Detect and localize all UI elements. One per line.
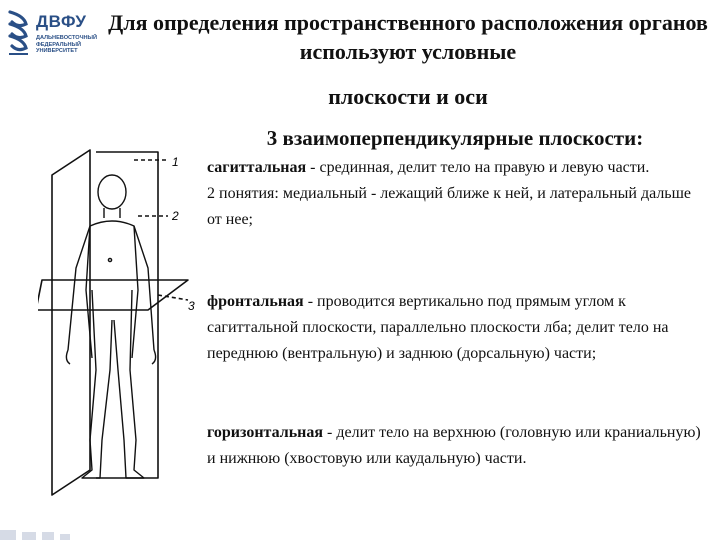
- footer-decoration-icon: [0, 510, 120, 540]
- sagittal-term: сагиттальная: [207, 159, 307, 176]
- logo-brand-text: ДВФУ: [36, 12, 87, 31]
- sagittal-note: 2 понятия: медиальный - лежащий ближе к ней, и латеральный дальше от нее;: [207, 185, 692, 228]
- sagittal-text: - срединная, делит тело на правую и левую части.: [306, 159, 650, 176]
- horizontal-paragraph: [207, 420, 707, 472]
- logo-subtitle-line: ФЕДЕРАЛЬНЫЙ: [36, 41, 82, 48]
- horizontal-term: горизонтальная: [207, 424, 324, 441]
- plane-label-2: 2: [172, 209, 179, 223]
- logo-subtitle: [36, 35, 108, 55]
- plane-label-3: 3: [188, 299, 195, 313]
- logo-mark-icon: [6, 6, 32, 58]
- plane-label-1: 1: [172, 155, 179, 169]
- university-logo: [4, 4, 104, 64]
- horizontal-plane: [38, 280, 188, 310]
- section-heading: 3 взаимоперпендикулярные плоскости:: [266, 126, 644, 150]
- frontal-paragraph: [207, 289, 707, 367]
- sagittal-paragraph: [207, 155, 707, 233]
- logo-subtitle-line: УНИВЕРСИТЕТ: [36, 48, 78, 55]
- frontal-term: фронтальная: [207, 293, 304, 310]
- frontal-plane: [96, 152, 158, 478]
- logo-subtitle-line: ДАЛЬНЕВОСТОЧНЫЙ: [36, 35, 98, 41]
- horizontal-text: - делит тело на верхнюю (головную или краниальную) и нижнюю (хвостовую или каудальную) части.: [207, 424, 701, 467]
- body-planes-illustration: [38, 140, 208, 500]
- page-title: Для определения пространственного расположения органов используют условные: [108, 10, 708, 64]
- frontal-text: - проводится вертикально под прямым углом к сагиттальной плоскости, параллельно плоскости лба; делит тело на переднюю (вентральную) и заднюю (дорсальную) части;: [207, 293, 669, 362]
- page-subtitle: плоскости и оси: [328, 84, 488, 109]
- human-figure: [66, 175, 155, 478]
